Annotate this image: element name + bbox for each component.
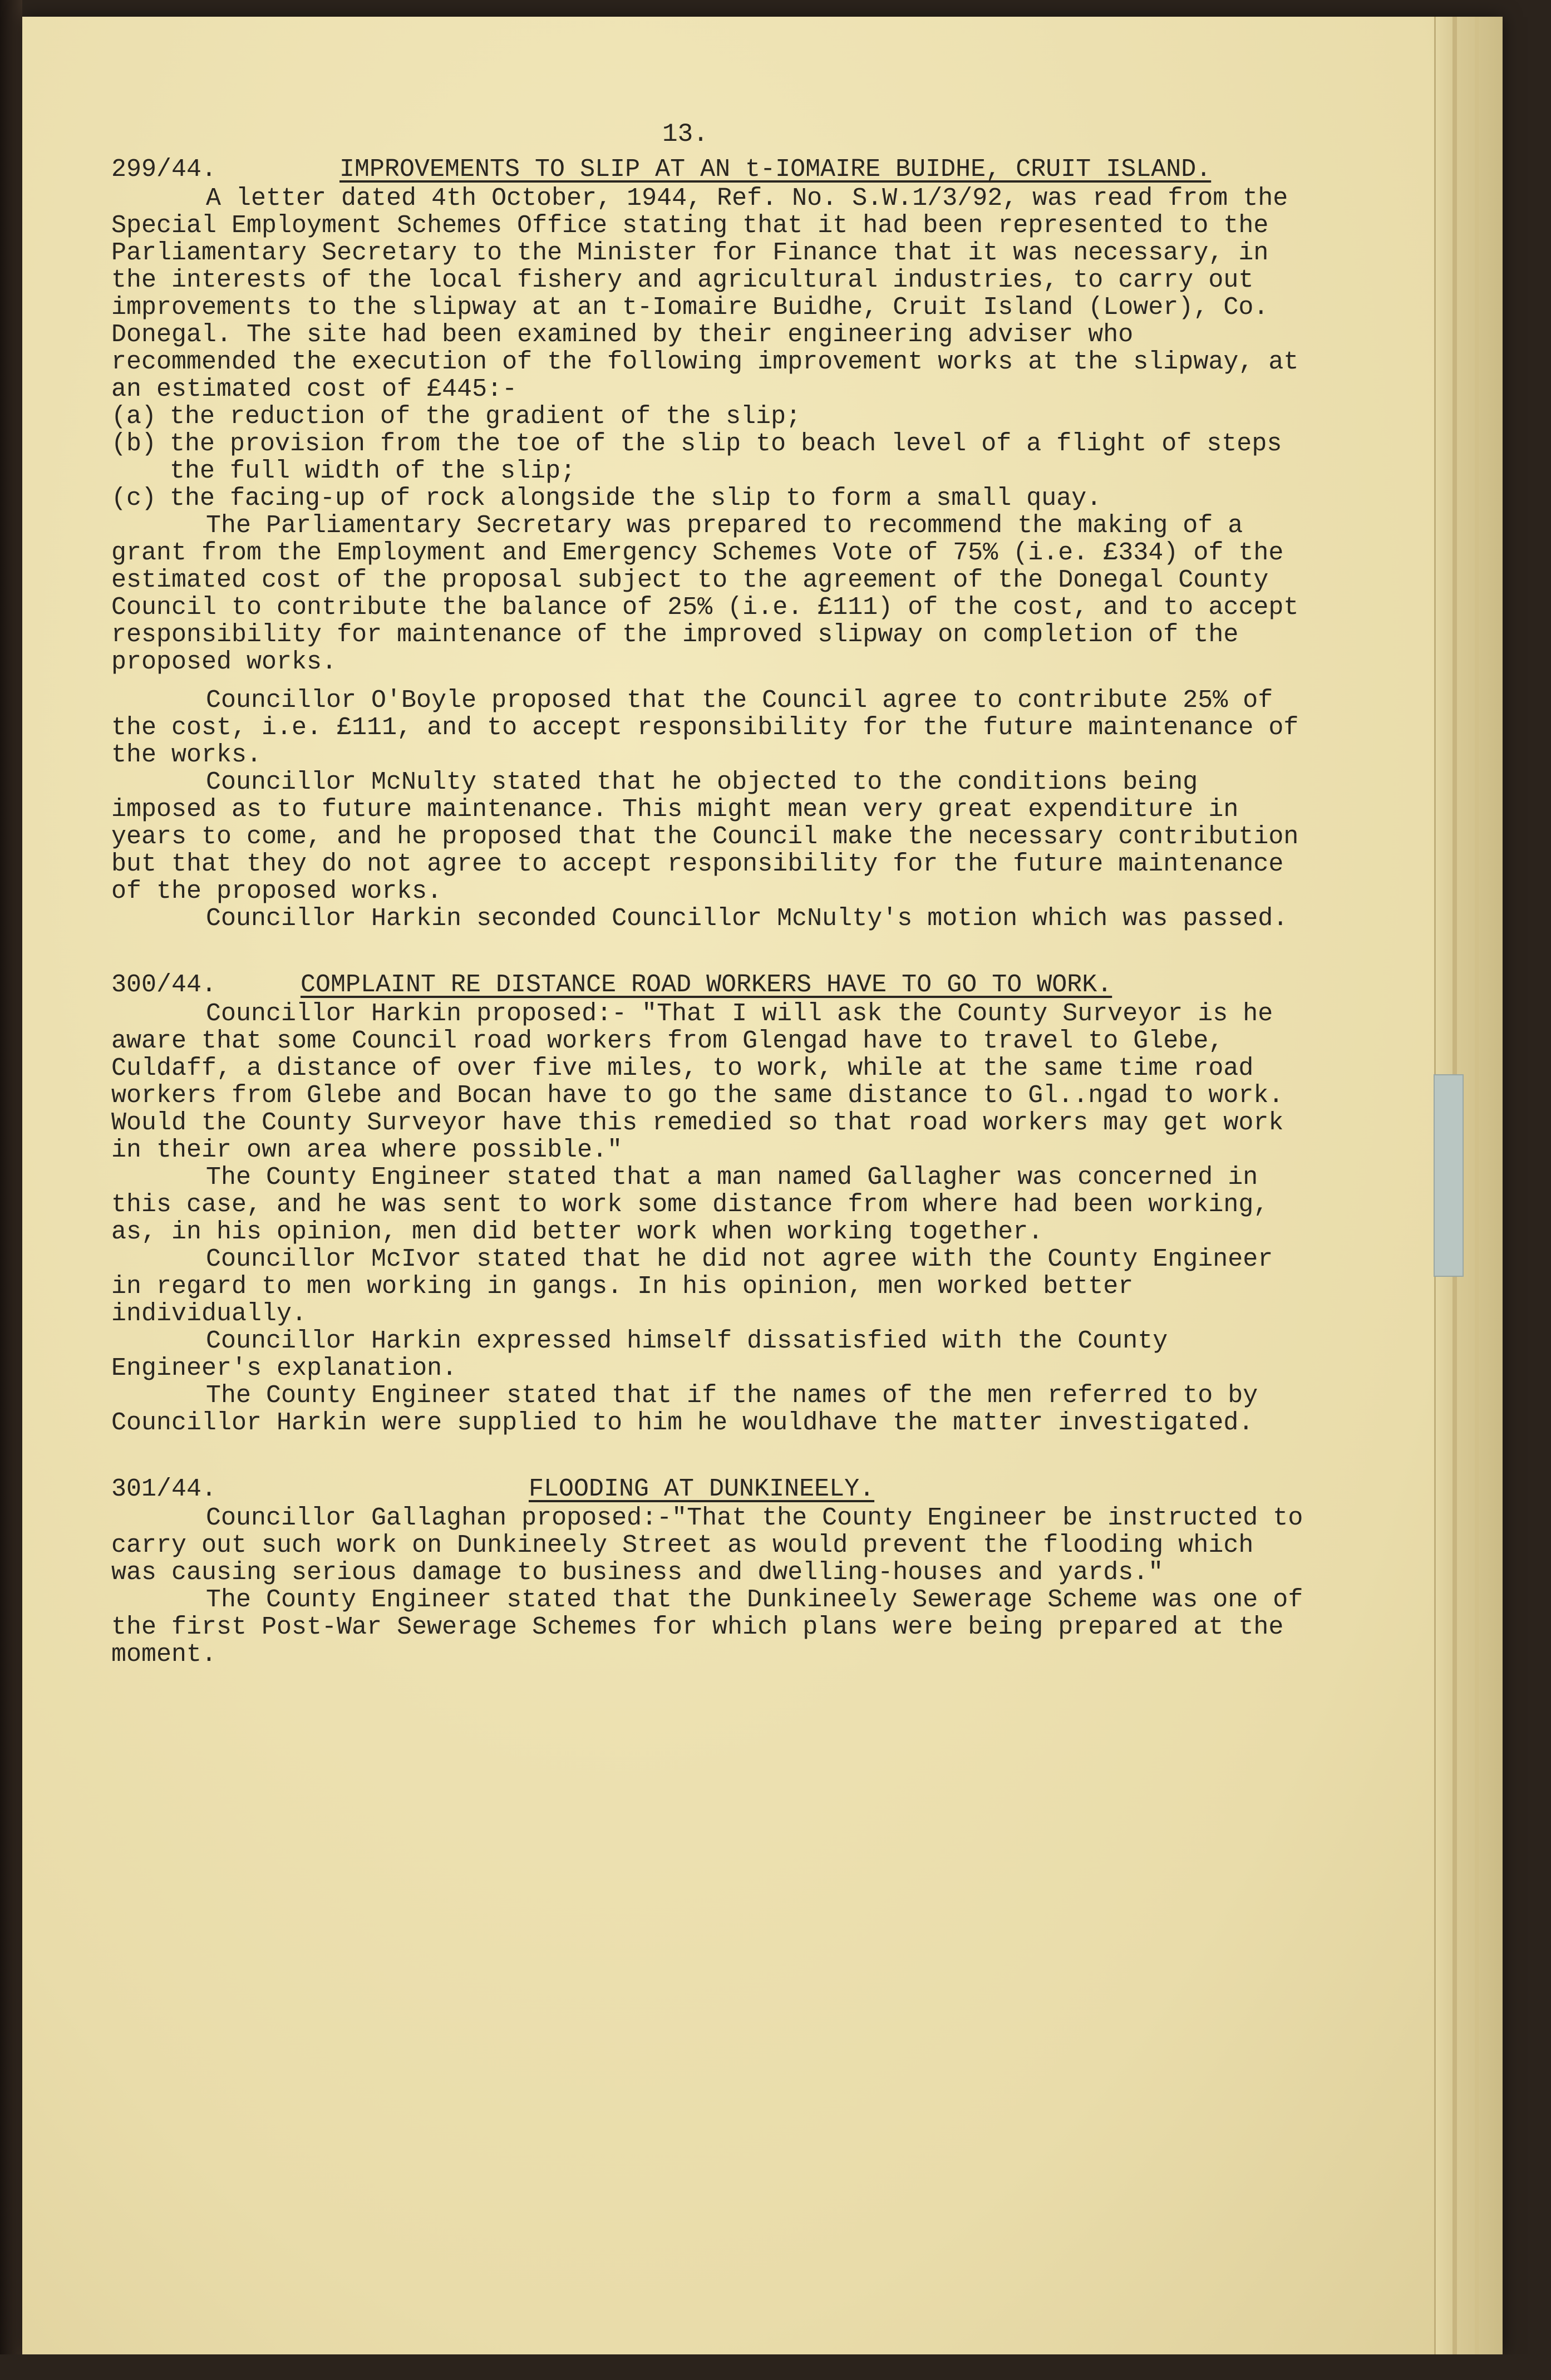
item-paragraph: A letter dated 4th October, 1944, Ref. No. S.W.1/3/92, was read from the Special Employment Schemes Office stating that it had been represented to the Parliamentary Secretary to the Minister for Finance that it was necessary, in the interests of the local fishery and agricultural industries, to carry out improvements to the slipway at an t-Iomaire Buidhe, Cruit Island (Lower), Co. Donegal. The site had been examined by their engineering adviser who recommended the execution of the following improvement works at the slipway, at an estimated cost of £445:- [111,184,1314,404]
item-paragraph: Councillor Harkin expressed himself dissatisfied with the County Engineer's explanation. [111,1327,1183,1383]
item-paragraph: Councillor Gallaghan proposed:-"That the County Engineer be instructed to carry out such work on Dunkineely Street as would prevent the flooding which was causing serious damage to business and dwelling-houses and yards." [111,1504,1318,1587]
item-paragraph: The Parliamentary Secretary was prepared to recommend the making of a grant from the Employment and Emergency Schemes Vote of 75% (i.e. £334) of the estimated cost of the proposal subject to the agreement of the Donegal County Council to contribute the balance of 25% (i.e. £111) of the cost, and to accept responsibility for maintenance of the improved slipway on completion of the proposed works. [111,512,1314,676]
minutes-content [111,111,1318,1707]
item-title: FLOODING AT DUNKINEELY. [529,1475,875,1503]
minute-item-301 [111,1475,1318,1669]
item-heading [111,156,1313,185]
item-paragraph: Councillor McIvor stated that he did not agree with the County Engineer in regard to men working in gangs. In his opinion, men worked better individually. [111,1245,1288,1328]
item-paragraph: The County Engineer stated that a man named Gallagher was concerned in this case, and he was sent to work some distance from where had been working, as, in his opinion, men did better work when working together. [111,1163,1284,1246]
binding-clip [1434,1074,1464,1277]
list-item-label: (c) [111,484,157,513]
item-title: COMPLAINT RE DISTANCE ROAD WORKERS HAVE TO GO TO WORK. [301,971,1112,999]
list-item-label: (b) [111,430,157,458]
scan-bottom-edge [0,2354,1551,2380]
list-item [111,485,1313,512]
list-item [111,430,1313,485]
minute-item-299 [111,156,1313,932]
item-paragraph: Councillor Harkin seconded Councillor McNulty's motion which was passed. [206,904,1288,933]
minute-item-300 [111,971,1313,1437]
page-number: 13. [662,120,708,149]
item-paragraph: Councillor O'Boyle proposed that the Council agree to contribute 25% of the cost, i.e. £111, and to accept responsibility for the future maintenance of the works. [111,686,1314,769]
list-item-text: the reduction of the gradient of the slip; [170,402,801,431]
item-number: 299/44. [111,155,217,184]
list-item-label: (a) [111,402,157,431]
page-edge-strip [1475,17,1479,2354]
item-title: IMPROVEMENTS TO SLIP AT AN t-IOMAIRE BUIDHE, CRUIT ISLAND. [339,155,1212,184]
item-heading [111,971,1313,1000]
item-paragraph: The County Engineer stated that the Dunkineely Sewerage Scheme was one of the first Post-War Sewerage Schemes for which plans were being prepared at the moment. [111,1586,1318,1669]
item-paragraph: Councillor Harkin proposed:- "That I will ask the County Surveyor is he aware that some Council road workers from Glengad have to travel to Glebe, Culdaff, a distance of over five miles, to work, while at the same time road workers from Glebe and Bocan have to go the same distance to Gl..ngad to work. Would the County Surveyor have this remedied so that road workers may get work in their own area where possible." [111,1000,1299,1164]
list-item [111,403,1313,430]
item-paragraph: Councillor McNulty stated that he objected to the conditions being imposed as to future maintenance. This might mean very great expenditure in years to come, and he proposed that the Council make the necessary contribution but that they do not agree to accept responsibility for the future maintenance of the proposed works. [111,768,1314,906]
item-heading [111,1476,1313,1504]
list-item-text: the provision from the toe of the slip to beach level of a flight of steps the full width of the slip; [170,430,1282,485]
item-paragraph: The County Engineer stated that if the names of the men referred to by Councillor Harkin were supplied to him he wouldhave the matter investigated. [111,1381,1273,1437]
book-binding [0,0,22,2380]
item-number: 301/44. [111,1475,217,1503]
improvement-list [111,403,1313,512]
item-number: 300/44. [111,971,217,999]
list-item-text: the facing-up of rock alongside the slip to form a small quay. [170,484,1102,513]
